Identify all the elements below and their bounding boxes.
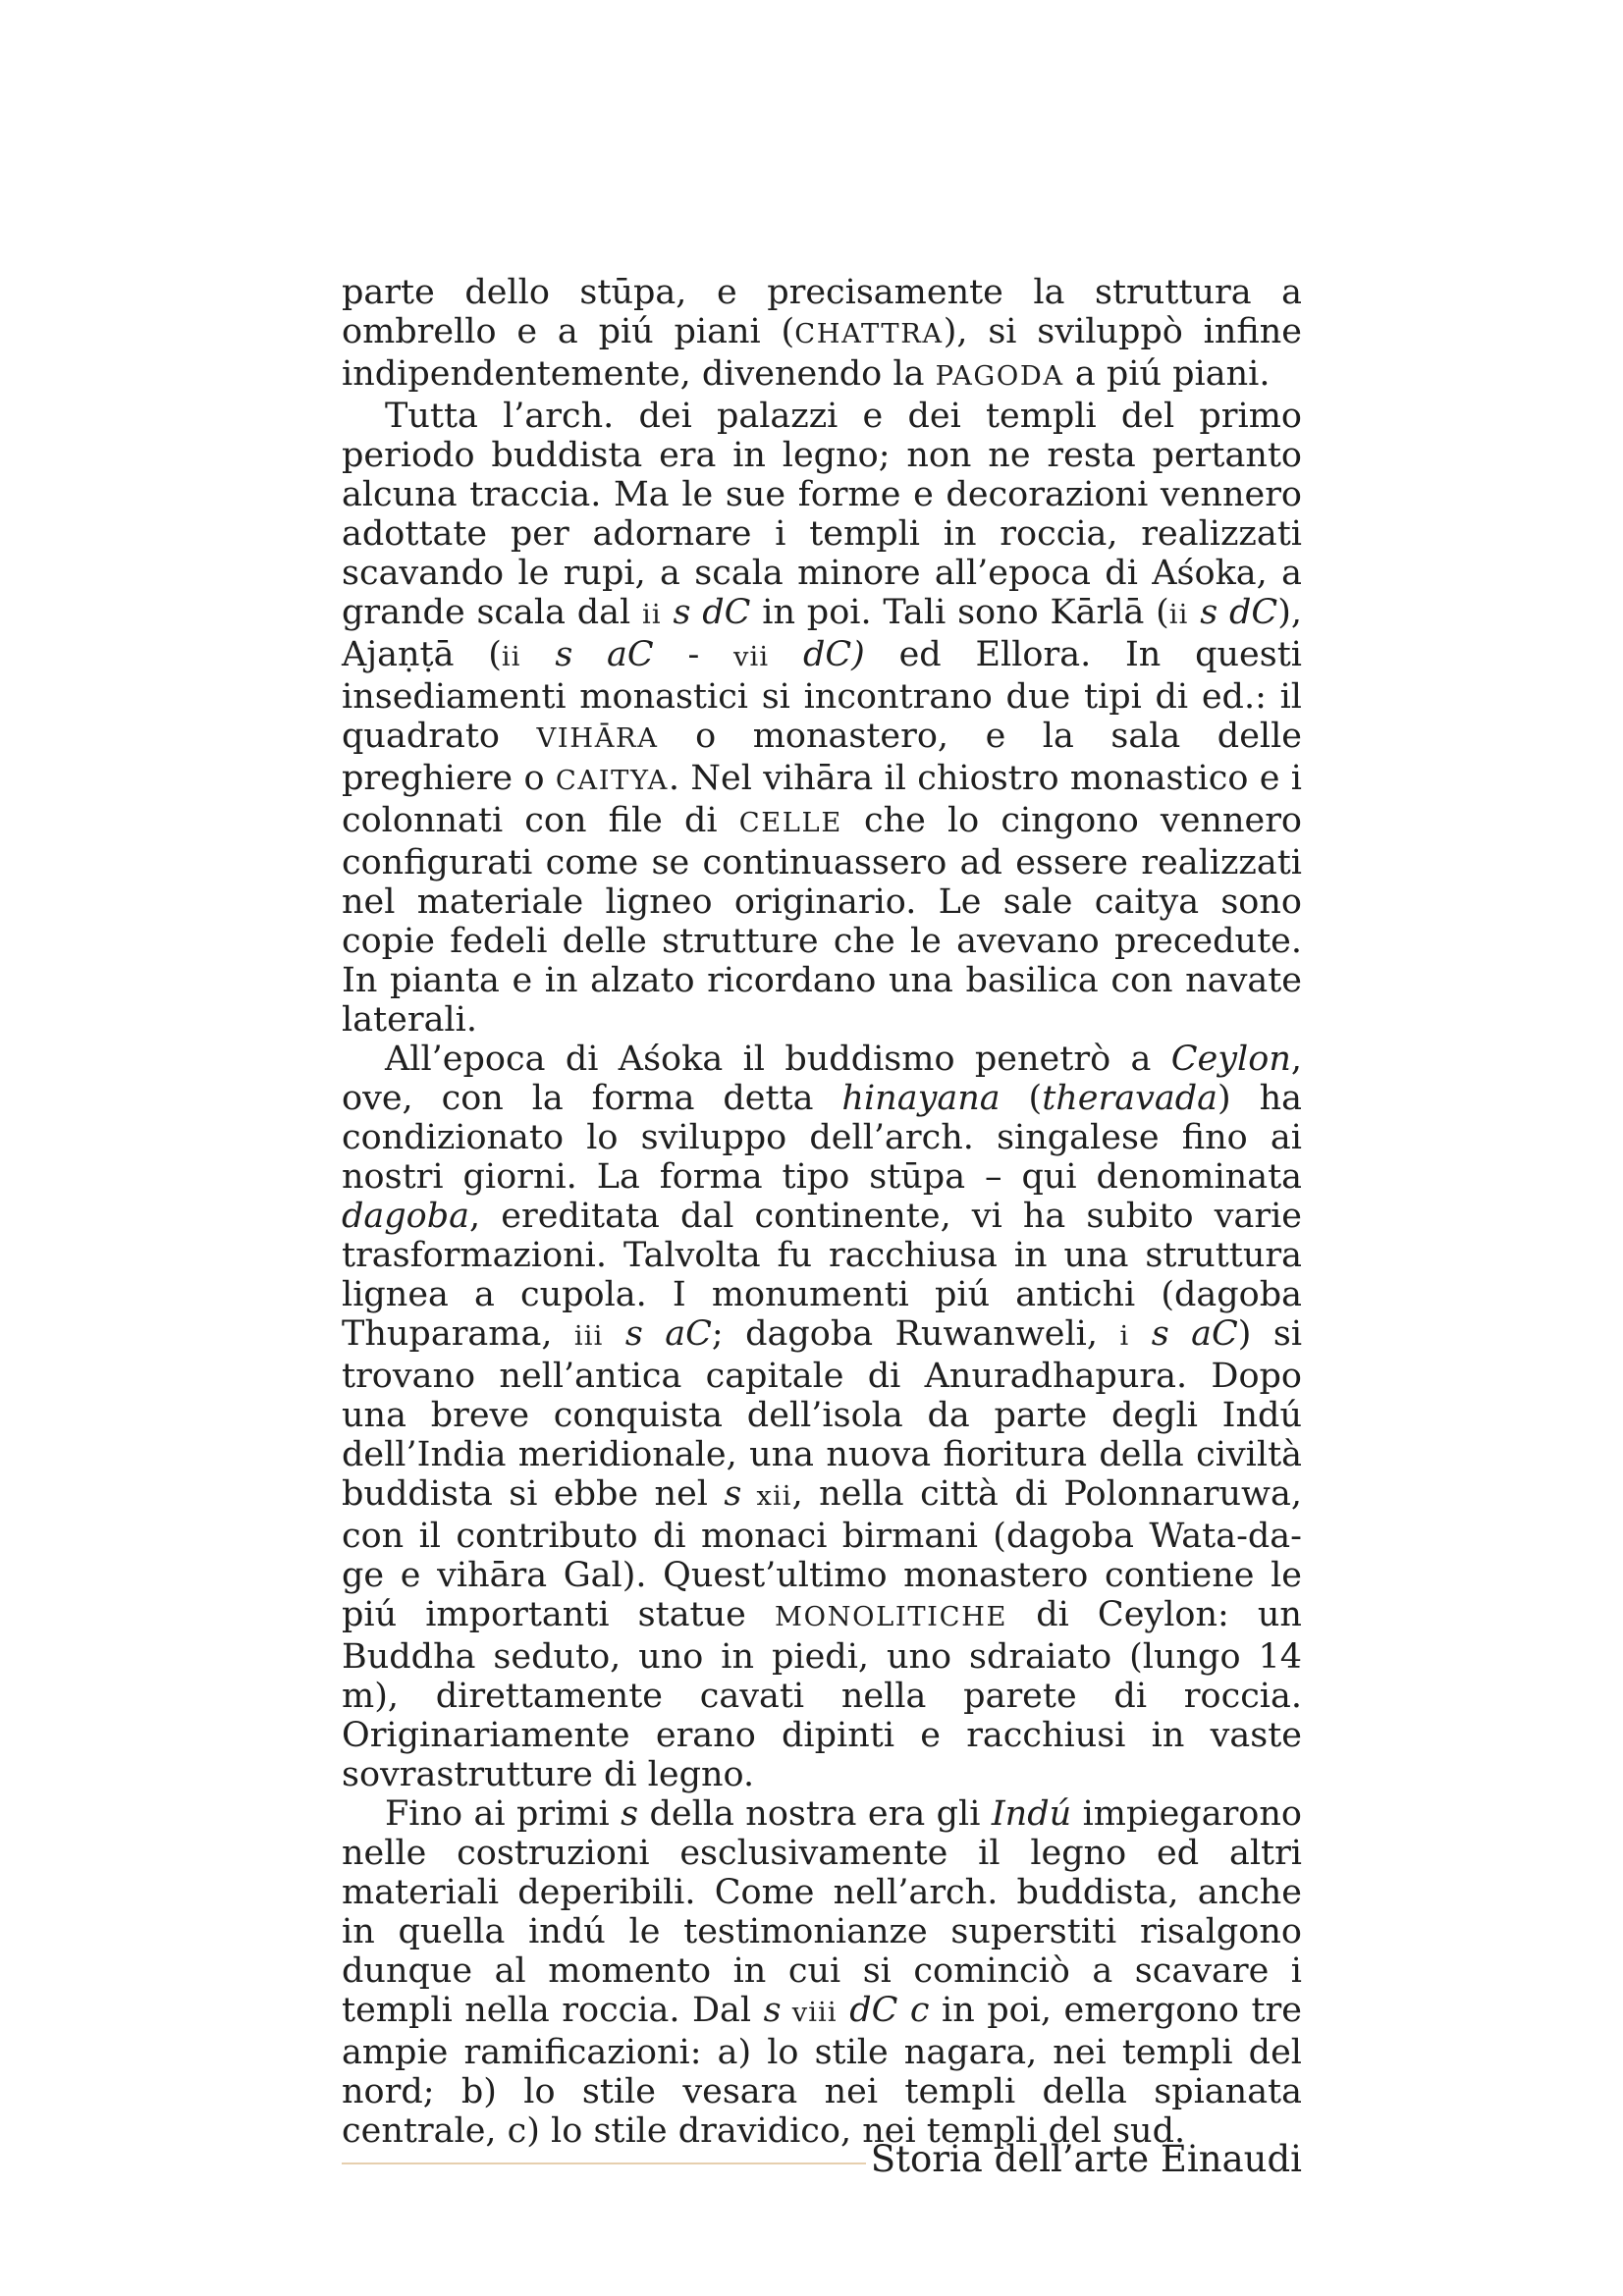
main-text	[342, 273, 1302, 2151]
roman-numeral: viii	[781, 1998, 838, 2028]
footer-title: Storia dell’arte Einaudi	[870, 2138, 1302, 2180]
roman-numeral: ii	[1168, 600, 1189, 630]
small-caps-term: MONOLITICHE	[774, 1602, 1008, 1632]
roman-numeral: iii	[573, 1321, 604, 1352]
small-caps-term: CAITYA	[555, 766, 669, 796]
small-caps-term: VIHĀRA	[536, 723, 659, 754]
paragraph-4: Fino ai primi s della nostra era gli Indú impiegarono nelle costruzioni esclusivamente il legno ed altri materiali deperibili. Come nell’arch. buddista, anche in quella indú le testimonianze superstiti risalgono dunque al momento in cui si cominciò a scavare i templi nella roccia. Dal s viii dC c in poi, emergono tre ampie ramificazioni: a) lo stile nagara, nei templi del nord; b) lo stile vesara nei templi della spianata centrale, c) lo stile dravidico, nei templi del sud.	[342, 1794, 1303, 2151]
footer-rule	[342, 2163, 866, 2164]
paragraph-3: All’epoca di Aśoka il buddismo penetrò a Ceylon, ove, con la forma detta hinayana (theravada) ha condizionato lo sviluppo dell’arch. singalese fino ai nostri giorni. La forma tipo stūpa – qui denominata dagoba, ereditata dal continente, vi ha subito varie trasformazioni. Talvolta fu racchiusa in una struttura lignea a cupola. I monumenti piú antichi (dagoba Thuparama, iii s aC; dagoba Ruwanweli, i s aC) si trovano nell’antica capitale di Anuradhapura. Dopo una breve conquista dell’isola da parte degli Indú dell’India meridionale, una nuova fioritura della civiltà buddista si ebbe nel s xii, nella città di Polonnaruwa, con il contributo di monaci birmani (dagoba Wata-da-ge e vihāra Gal). Quest’ultimo monastero contiene le piú importanti statue MONOLITICHE di Ceylon: un Buddha seduto, uno in piedi, uno sdraiato (lungo 14 m), direttamente cavati nella parete di roccia. Originariamente erano dipinti e racchiusi in vaste sovrastrutture di legno.	[342, 1040, 1303, 1794]
roman-numeral: i	[1119, 1321, 1130, 1352]
paragraph-1: parte dello stūpa, e precisamente la struttura a ombrello e a piú piani (CHATTRA), si sviluppò infine indipendentemente, divenendo la PAGODA a piú piani.	[342, 273, 1302, 394]
roman-numeral: ii	[501, 642, 521, 672]
paragraph-2: Tutta l’arch. dei palazzi e dei templi del primo periodo buddista era in legno; non ne resta pertanto alcuna traccia. Ma le sue forme e decorazioni vennero adottate per adornare i templi in roccia, realizzati scavando le rupi, a scala minore all’epoca di Aśoka, a grande scala dal ii s dC in poi. Tali sono Kārlā (ii s dC), Ajaṇṭā (ii s aC - vii dC) ed Ellora. In questi insediamenti monastici si incontrano due tipi di ed.: il quadrato VIHĀRA o monastero, e la sala delle preghiere o CAITYA. Nel vihāra il chiostro monastico e i colonnati con file di CELLE che lo cingono vennero configurati come se continuassero ad essere realizzati nel materiale ligneo originario. Le sale caitya sono copie fedeli delle strutture che le avevano precedute. In pianta e in alzato ricordano una basilica con navate laterali.	[342, 397, 1303, 1040]
small-caps-term: CELLE	[738, 808, 842, 838]
roman-numeral: ii	[642, 600, 662, 630]
roman-numeral: xii	[741, 1481, 792, 1512]
roman-numeral: vii	[733, 642, 770, 672]
small-caps-term: PAGODA	[935, 361, 1064, 392]
small-caps-term: CHATTRA	[794, 319, 944, 349]
